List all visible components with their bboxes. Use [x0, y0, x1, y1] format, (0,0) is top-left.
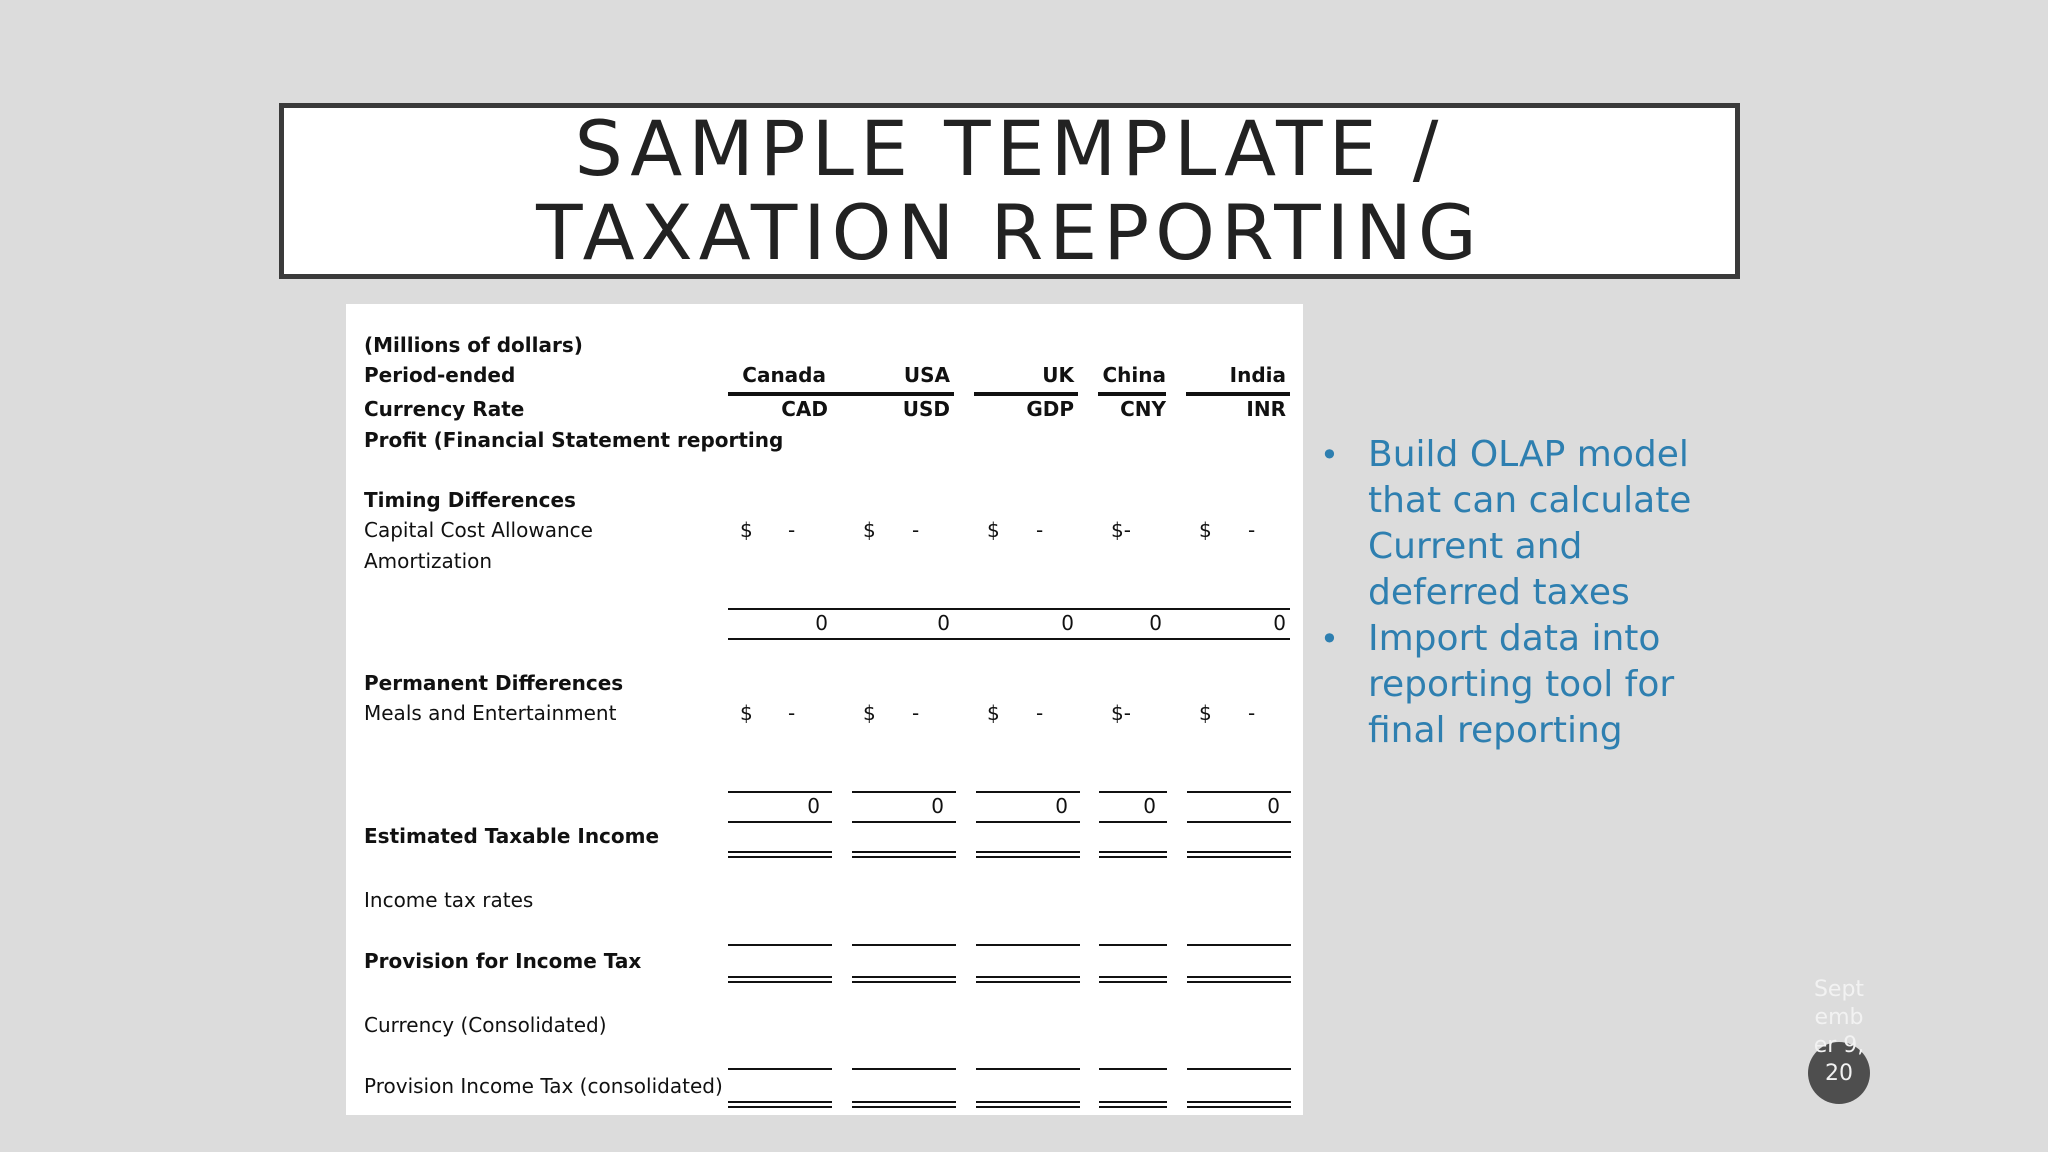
- input-rule: [1187, 944, 1291, 946]
- total-rule: [852, 851, 956, 853]
- input-rule: [1099, 944, 1167, 946]
- subtotal-rule: [1187, 821, 1291, 823]
- timing-differences-label: Timing Differences: [364, 488, 576, 512]
- total-rule: [728, 851, 832, 853]
- total-rule: [1187, 851, 1291, 853]
- currency-symbol: $: [987, 518, 1000, 542]
- currency-symbol: $: [1199, 701, 1212, 725]
- timing-total: 0: [815, 611, 828, 635]
- timing-total: 0: [1061, 611, 1074, 635]
- subtotal-rule: [976, 821, 1080, 823]
- input-rule: [728, 1068, 832, 1070]
- income-tax-rates-label: Income tax rates: [364, 888, 534, 912]
- currency-symbol: $: [987, 701, 1000, 725]
- dash-value: -: [1248, 701, 1256, 725]
- total-rule: [1187, 856, 1291, 858]
- provision-income-tax-label: Provision for Income Tax: [364, 949, 642, 973]
- currency-symbol: $: [740, 518, 753, 542]
- estimated-taxable-income-label: Estimated Taxable Income: [364, 824, 660, 848]
- slide-date: September 9, 20: [1813, 977, 1865, 1086]
- permanent-total: 0: [807, 794, 820, 818]
- currency-code: INR: [1246, 397, 1286, 421]
- bullet-list: [1316, 432, 1736, 754]
- header-rule: [1098, 392, 1166, 396]
- total-rule: [1187, 1106, 1291, 1108]
- bullet-text: Import data into reporting tool for final reporting: [1368, 618, 1675, 751]
- total-rule: [1099, 856, 1167, 858]
- bullet-dot-icon: •: [1320, 620, 1339, 658]
- permanent-differences-label: Permanent Differences: [364, 671, 624, 695]
- dash-value: -: [912, 701, 920, 725]
- input-rule: [728, 944, 832, 946]
- currency-symbol: $: [740, 701, 753, 725]
- dash-value: -: [912, 518, 920, 542]
- total-rule: [976, 856, 1080, 858]
- permanent-total: 0: [1267, 794, 1280, 818]
- subtotal-rule: [728, 791, 832, 793]
- total-rule: [976, 851, 1080, 853]
- country-header: Canada: [742, 363, 826, 387]
- slide-title: SAMPLE TEMPLATE / TAXATION REPORTING: [536, 104, 1483, 277]
- input-rule: [976, 944, 1080, 946]
- dash-value: -: [1036, 518, 1044, 542]
- country-header: UK: [1042, 363, 1074, 387]
- timing-total: 0: [1273, 611, 1286, 635]
- subtotal-rule: [852, 791, 956, 793]
- bullet-item: [1316, 432, 1736, 616]
- input-rule: [1099, 1068, 1167, 1070]
- total-rule: [852, 856, 956, 858]
- total-rule: [1099, 851, 1167, 853]
- input-rule: [976, 1068, 1080, 1070]
- timing-total: 0: [1149, 611, 1162, 635]
- bullet-text: Build OLAP model that can calculate Current and deferred taxes: [1368, 434, 1692, 613]
- total-rule: [1187, 1101, 1291, 1103]
- currency-consolidated-label: Currency (Consolidated): [364, 1013, 607, 1037]
- dash-value: -: [788, 701, 796, 725]
- currency-symbol: $: [863, 518, 876, 542]
- permanent-total: 0: [931, 794, 944, 818]
- subtotal-rule: [1099, 791, 1167, 793]
- total-rule: [728, 976, 832, 978]
- provision-consolidated-label: Provision Income Tax (consolidated): [364, 1074, 723, 1098]
- total-rule: [852, 1106, 956, 1108]
- total-rule: [1187, 981, 1291, 983]
- permanent-total: 0: [1143, 794, 1156, 818]
- total-rule: [728, 856, 832, 858]
- subtotal-rule: [1187, 791, 1291, 793]
- currency-symbol: $: [1199, 518, 1212, 542]
- slide-title-box: [279, 103, 1740, 279]
- bullet-item: [1316, 616, 1736, 754]
- input-rule: [852, 944, 956, 946]
- subtotal-rule: [728, 821, 832, 823]
- country-header: USA: [903, 363, 950, 387]
- total-rule: [976, 981, 1080, 983]
- currency-code: USD: [902, 397, 950, 421]
- total-rule: [852, 976, 956, 978]
- bullet-dot-icon: •: [1320, 436, 1339, 474]
- amortization-label: Amortization: [364, 549, 493, 573]
- total-rule: [976, 1101, 1080, 1103]
- total-rule: [852, 981, 956, 983]
- total-rule: [728, 1101, 832, 1103]
- total-rule: [1099, 976, 1167, 978]
- input-rule: [1187, 1068, 1291, 1070]
- header-rule: [974, 392, 1078, 396]
- total-rule: [1099, 981, 1167, 983]
- currency-code: CAD: [781, 397, 828, 421]
- currency-code: GDP: [1026, 397, 1074, 421]
- total-rule: [852, 1101, 956, 1103]
- subtotal-rule: [852, 821, 956, 823]
- capital-cost-label: Capital Cost Allowance: [364, 518, 593, 542]
- dash-value: -: [1248, 518, 1256, 542]
- meals-label: Meals and Entertainment: [364, 701, 617, 725]
- total-rule: [1099, 1106, 1167, 1108]
- currency-code: CNY: [1120, 397, 1166, 421]
- country-header: India: [1229, 363, 1286, 387]
- total-rule: [976, 976, 1080, 978]
- country-header: China: [1102, 363, 1166, 387]
- permanent-total: 0: [1055, 794, 1068, 818]
- subtotal-rule: [728, 638, 1290, 640]
- header-rule: [728, 392, 954, 396]
- tax-template-table: [346, 304, 1303, 1115]
- subtotal-rule: [728, 608, 1290, 610]
- header-rule: [1186, 392, 1290, 396]
- currency-rate-label: Currency Rate: [364, 397, 525, 421]
- total-rule: [976, 1106, 1080, 1108]
- currency-symbol: $-: [1111, 701, 1131, 725]
- subtotal-rule: [976, 791, 1080, 793]
- total-rule: [1187, 976, 1291, 978]
- subtotal-rule: [1099, 821, 1167, 823]
- total-rule: [728, 1106, 832, 1108]
- timing-total: 0: [937, 611, 950, 635]
- dash-value: -: [1036, 701, 1044, 725]
- profit-label: Profit (Financial Statement reporting: [364, 428, 784, 452]
- input-rule: [852, 1068, 956, 1070]
- dash-value: -: [788, 518, 796, 542]
- currency-symbol: $-: [1111, 518, 1131, 542]
- period-label: Period-ended: [364, 363, 516, 387]
- currency-symbol: $: [863, 701, 876, 725]
- total-rule: [1099, 1101, 1167, 1103]
- total-rule: [728, 981, 832, 983]
- units-label: (Millions of dollars): [364, 333, 583, 357]
